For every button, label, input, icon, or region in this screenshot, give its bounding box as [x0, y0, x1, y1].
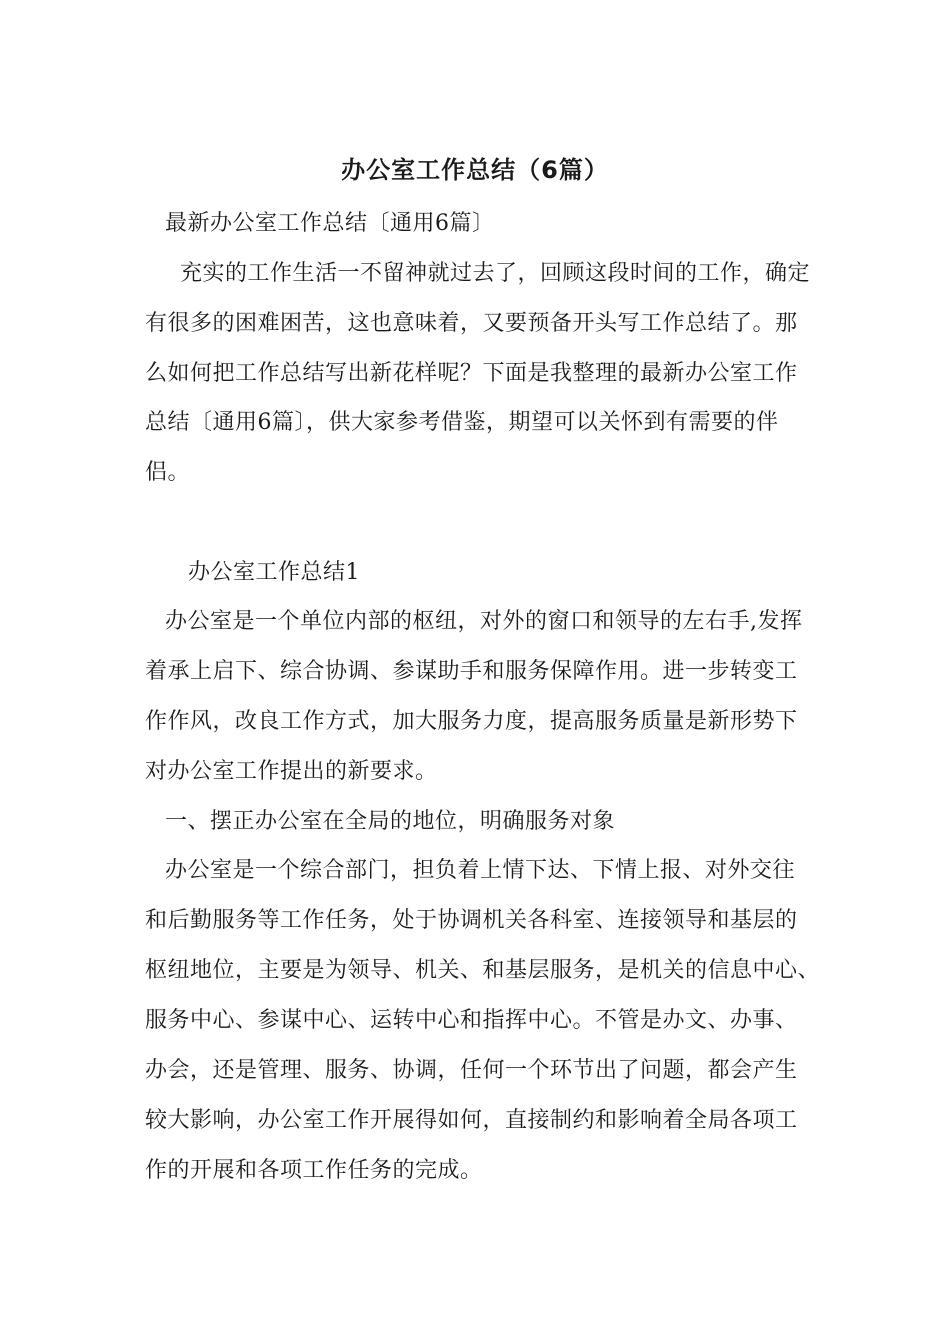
document-title: 办公室工作总结（6篇） — [341, 156, 609, 184]
paragraph-line: 办公室是一个综合部门，担负着上情下达、下情上报、对外交往 — [165, 858, 796, 883]
intro-line: 总结〔通用6篇〕，供大家参考借鉴，期望可以关怀到有需要的伴 — [145, 410, 779, 435]
intro-line: 有很多的困难困苦，这也意味着，又要预备开头写工作总结了。那 — [145, 311, 798, 336]
paragraph-line: 办会，还是管理、服务、协调，任何一个环节出了问题，都会产生 — [145, 1058, 798, 1083]
paragraph-line: 作作风，改良工作方式，加大服务力度，提高服务质量是新形势下 — [145, 709, 798, 734]
paragraph-line: 枢纽地位，主要是为领导、机关、和基层服务，是机关的信息中心、 — [145, 958, 821, 983]
document-subtitle: 最新办公室工作总结〔通用6篇〕 — [165, 211, 495, 236]
paragraph-line: 较大影响，办公室工作开展得如何，直接制约和影响着全局各项工 — [145, 1108, 798, 1133]
paragraph-line: 和后勤服务等工作任务，处于协调机关各科室、连接领导和基层的 — [145, 908, 798, 933]
intro-line: 么如何把工作总结写出新花样呢？下面是我整理的最新办公室工作 — [145, 361, 798, 386]
paragraph-line: 着承上启下、综合协调、参谋助手和服务保障作用。进一步转变工 — [145, 659, 798, 684]
point-heading: 一、摆正办公室在全局的地位，明确服务对象 — [165, 809, 616, 834]
paragraph-line: 作的开展和各项工作任务的完成。 — [145, 1158, 483, 1183]
intro-line: 充实的工作生活一不留神就过去了，回顾这段时间的工作，确定 — [180, 261, 811, 286]
intro-line: 侣。 — [145, 460, 191, 485]
paragraph-line: 办公室是一个单位内部的枢纽，对外的窗口和领导的左右手,发挥 — [165, 609, 803, 634]
paragraph-line: 服务中心、参谋中心、运转中心和指挥中心。不管是办文、办事、 — [145, 1008, 798, 1033]
paragraph-line: 对办公室工作提出的新要求。 — [145, 759, 438, 784]
section-heading: 办公室工作总结1 — [188, 560, 360, 585]
